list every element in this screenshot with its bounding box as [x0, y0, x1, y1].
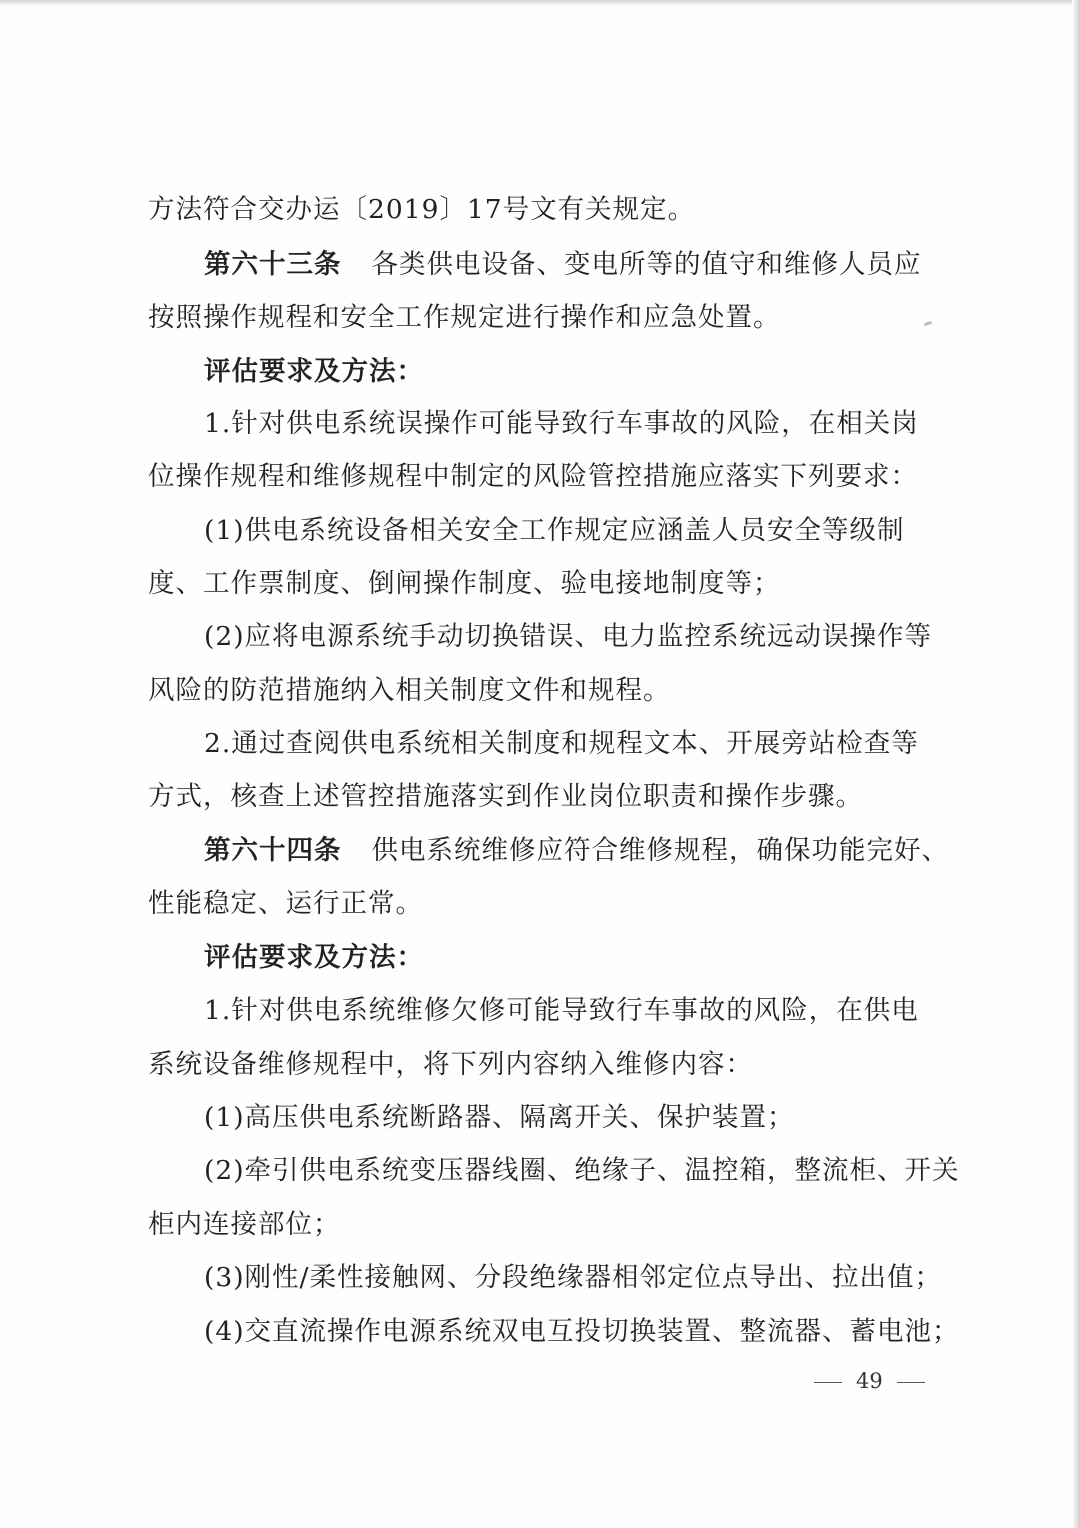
- text-line: (1)供电系统设备相关安全工作规定应涵盖人员安全等级制: [204, 515, 905, 546]
- article-63-heading: 第六十三条: [204, 249, 342, 280]
- text-line: 1.针对供电系统误操作可能导致行车事故的风险，在相关岗: [204, 408, 919, 439]
- text-line: 柜内连接部位；: [148, 1209, 341, 1240]
- text-line: 按照操作规程和安全工作规定进行操作和应急处置。: [148, 302, 781, 333]
- text-line: (3)刚性/柔性接触网、分段绝缘器相邻定位点导出、拉出值；: [204, 1262, 942, 1293]
- footer-dash-right: [897, 1382, 925, 1383]
- eval-heading: 评估要求及方法：: [204, 356, 424, 387]
- article-64-heading: 第六十四条: [204, 835, 342, 866]
- article-63-line: [204, 245, 1004, 285]
- text-line: 1.针对供电系统维修欠修可能导致行车事故的风险，在供电: [204, 995, 919, 1026]
- text-line: (1)高压供电系统断路器、隔离开关、保护装置；: [204, 1102, 795, 1133]
- text-line: 位操作规程和维修规程中制定的风险管控措施应落实下列要求：: [148, 461, 918, 492]
- footer-dash-left: [814, 1382, 842, 1383]
- text-line: (4)交直流操作电源系统双电互投切换装置、整流器、蓄电池；: [204, 1316, 960, 1347]
- text-line: 性能稳定、运行正常。: [148, 888, 423, 919]
- text-line: 2.通过查阅供电系统相关制度和规程文本、开展旁站检查等: [204, 728, 919, 759]
- page-footer: [800, 1364, 960, 1398]
- article-64-text: 供电系统维修应符合维修规程，确保功能完好、: [371, 835, 949, 866]
- eval-heading: 评估要求及方法：: [204, 942, 424, 973]
- text-line: (2)应将电源系统手动切换错误、电力监控系统远动误操作等: [204, 621, 933, 652]
- text-line: 方式，核查上述管控措施落实到作业岗位职责和操作步骤。: [148, 781, 863, 812]
- article-63-text: 各类供电设备、变电所等的值守和维修人员应: [371, 249, 922, 280]
- text-line: 度、工作票制度、倒闸操作制度、验电接地制度等；: [148, 568, 781, 599]
- text-line: 系统设备维修规程中，将下列内容纳入维修内容：: [148, 1049, 753, 1080]
- text-line: (2)牵引供电系统变压器线圈、绝缘子、温控箱，整流柜、开关: [204, 1155, 960, 1186]
- scan-edge-top: [0, 0, 1080, 6]
- text-line: 方法符合交办运〔2019〕17号文有关规定。: [148, 194, 696, 225]
- article-64-line: [204, 831, 1004, 871]
- scan-edge-right: [1072, 0, 1080, 1528]
- page-number: 49: [856, 1369, 883, 1393]
- text-line: 风险的防范措施纳入相关制度文件和规程。: [148, 675, 671, 706]
